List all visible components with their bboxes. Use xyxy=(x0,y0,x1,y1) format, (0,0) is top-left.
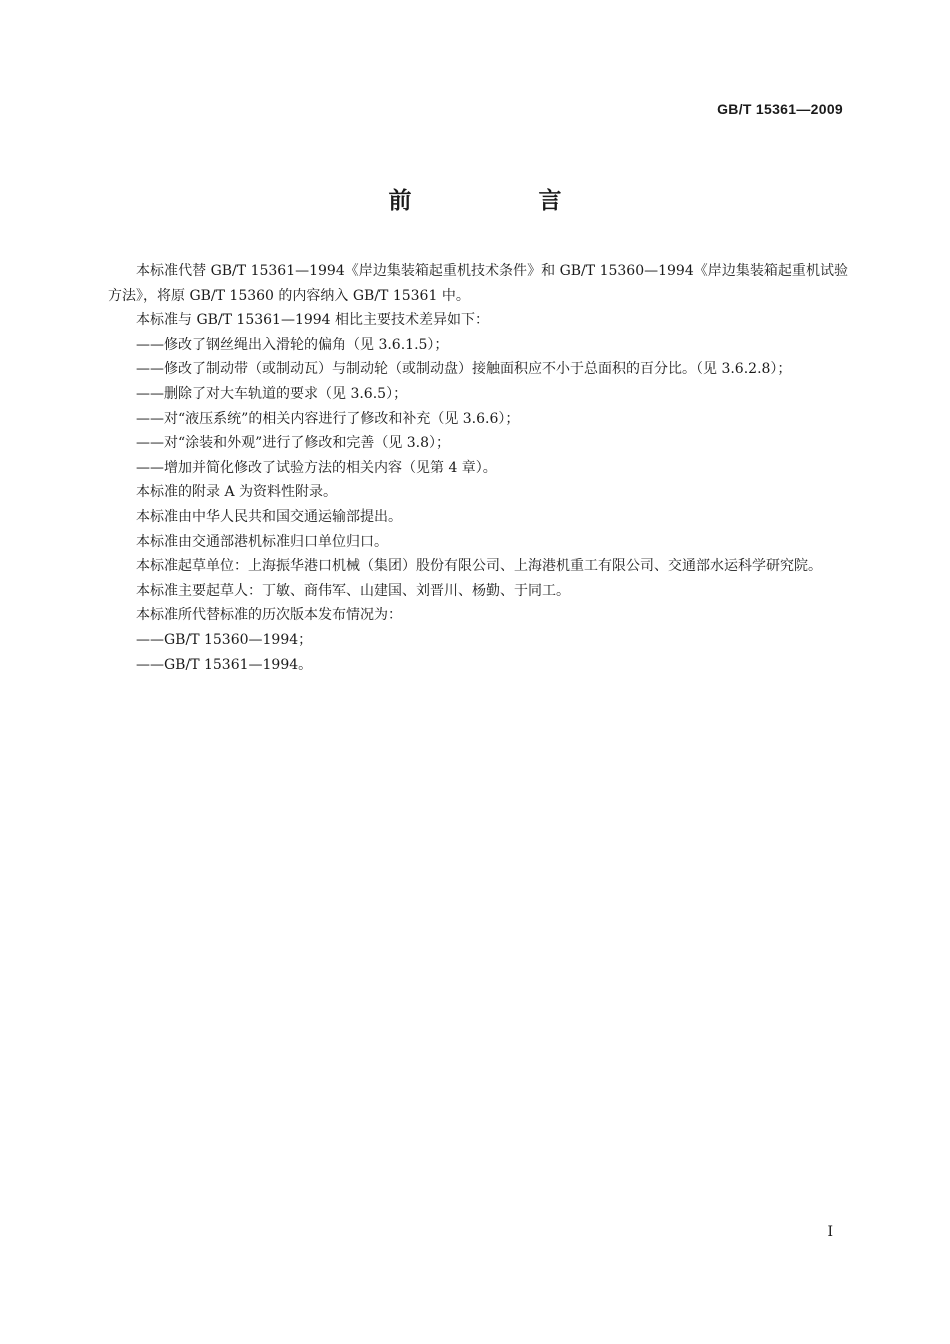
administration-statement: 本标准由交通部港机标准归口单位归口。 xyxy=(136,533,388,550)
differences-intro: 本标准与 GB/T 15361—1994 相比主要技术差异如下： xyxy=(136,312,490,329)
standard-code: GB/T 15361—2009 xyxy=(717,101,843,117)
list-item: ——对“液压系统”的相关内容进行了修改和补充（见 3.6.6）； xyxy=(136,410,520,427)
proposer-statement: 本标准由中华人民共和国交通运输部提出。 xyxy=(136,508,402,525)
replaced-versions-list xyxy=(108,628,848,677)
list-item: ——GB/T 15360—1994； xyxy=(136,631,313,648)
differences-list xyxy=(108,333,848,481)
list-item: ——修改了钢丝绳出入滑轮的偏角（见 3.6.1.5）； xyxy=(136,336,449,353)
page-number: I xyxy=(827,1224,833,1240)
drafting-units-statement: 本标准起草单位：上海振华港口机械（集团）股份有限公司、上海港机重工有限公司、交通部水运科学研究院。 xyxy=(136,558,822,575)
list-item: ——增加并简化修改了试验方法的相关内容（见第 4 章）。 xyxy=(136,459,497,476)
list-item: ——GB/T 15361—1994。 xyxy=(136,656,313,673)
appendix-statement: 本标准的附录 A 为资料性附录。 xyxy=(136,484,338,501)
foreword-body xyxy=(108,259,848,677)
drafters-statement: 本标准主要起草人：丁敏、商伟军、山建国、刘晋川、杨勤、于同工。 xyxy=(136,582,570,599)
list-item: ——删除了对大车轨道的要求（见 3.6.5）； xyxy=(136,385,408,402)
list-item: ——修改了制动带（或制动瓦）与制动轮（或制动盘）接触面积应不小于总面积的百分比。（见 3.6.2.8）； xyxy=(136,361,792,378)
page-title: 前 言 xyxy=(388,188,614,214)
history-statement: 本标准所代替标准的历次版本发布情况为： xyxy=(136,607,402,624)
list-item: ——对“涂装和外观”进行了修改和完善（见 3.8）； xyxy=(136,435,451,452)
intro-paragraph: 本标准代替 GB/T 15361—1994《岸边集装箱起重机技术条件》和 GB/T 15360—1994《岸边集装箱起重机试验方法》，将原 GB/T 15360 的内容纳入 GB/T 15361 中。 xyxy=(108,263,848,304)
